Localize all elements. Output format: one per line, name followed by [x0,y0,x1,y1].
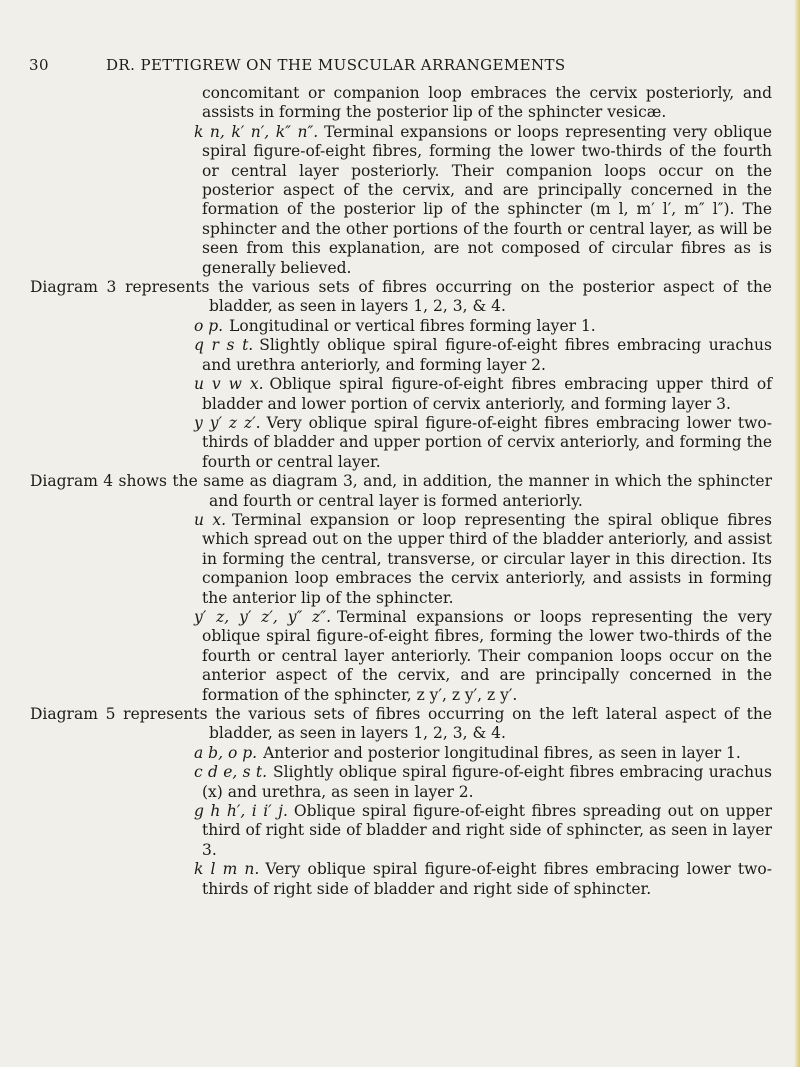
figure-key-entry [30,317,772,336]
entry-lead: k l m n. [194,860,260,879]
entry-text: Longitudinal or vertical fibres forming layer 1. [229,316,596,335]
entry-text: Terminal expansions or loops representing very oblique spiral figure-of-eight fibres, forming the lower two-thirds of the fourth or central layer posteriorly. Their companion loops occur on the posterior aspect of the cervix, and are principally concerned in the formation of the posterior lip of the sphincter (m l, m′ l′, m″ l″). The sphincter and the other portions of the fourth or central layer, as will be seen from this explanation, are not composed of circular fibres as is generally believed. [202,122,772,277]
diagram-paragraph [30,472,772,511]
entry-text: Terminal expansions or loops representing the very oblique spiral figure-of-eight fibres, forming the lower two-thirds of the fourth or central layer anteriorly. Their companion loops occur on the anterior aspect of the cervix, and are principally concerned in the formation of the sphincter, z y′, z y′, z y′. [202,607,772,704]
entry-lead: k n, k′ n′, k″ n″. [194,122,319,141]
figure-key-entry [30,608,772,705]
diagram-paragraph [30,278,772,317]
figure-key-entry [30,511,772,608]
paragraph-text: Diagram 4 shows the same as diagram 3, and, in addition, the manner in which the sphincter and fourth or central layer is formed anteriorly. [30,472,772,510]
entry-text: Very oblique spiral figure-of-eight fibres embracing lower two-thirds of bladder and upper portion of cervix anteriorly, and forming the fourth or central layer. [202,413,772,471]
entry-text: Anterior and posterior longitudinal fibres, as seen in layer 1. [263,743,741,762]
entry-lead: u x. [194,510,226,529]
page-number: 30 [29,56,49,74]
entry-lead: o p. [194,316,224,335]
entry-text: Oblique spiral figure-of-eight fibres spreading out on upper third of right side of bladder and right side of sphincter, as seen in layer 3. [202,802,772,859]
figure-key-entry [30,123,772,278]
figure-key-entry [30,744,772,763]
paragraph-text: Diagram 3 represents the various sets of fibres occurring on the posterior aspect of the bladder, as seen in layers 1, 2, 3, & 4. [30,278,772,316]
entry-lead: q r s t. [194,336,254,355]
figure-key-entry [30,763,772,802]
figure-key-entry [30,802,772,860]
entry-text: Oblique spiral figure-of-eight fibres embracing upper third of bladder and lower portion of cervix anteriorly, and forming layer 3. [202,375,772,413]
entry-lead: g h h′, i i′ j. [194,802,288,821]
paragraph-text: concomitant or companion loop embraces the cervix posteriorly, and assists in forming the posterior lip of the sphincter vesicæ. [202,84,772,122]
entry-text: Slightly oblique spiral figure-of-eight fibres embracing urachus (x) and urethra, as seen in layer 2. [202,763,772,801]
figure-key-entry [30,860,772,899]
entry-lead: a b, o p. [194,743,258,762]
page-header [0,56,800,78]
entry-text: Terminal expansion or loop representing the spiral oblique fibres which spread out on the upper third of the bladder anteriorly, and assist in forming the central, transverse, or circular layer in this direction. Its companion loop embraces the cervix anteriorly, and assists in forming the anterior lip of the sphincter. [202,510,773,607]
page-edge [794,0,800,1067]
entry-lead: y y′ z z′. [194,413,261,432]
entry-lead: u v w x. [194,375,264,394]
figure-key-entry [30,336,772,375]
body-text [30,84,772,899]
entry-text: Slightly oblique spiral figure-of-eight fibres embracing urachus and urethra anteriorly, and forming layer 2. [202,336,772,374]
running-head: DR. PETTIGREW ON THE MUSCULAR ARRANGEMENTS [106,56,566,74]
entry-lead: y′ z, y′ z′, y″ z″. [194,607,332,626]
entry-lead: c d e, s t. [194,763,268,782]
figure-key-entry [30,414,772,472]
diagram-paragraph [30,705,772,744]
paragraph-text: Diagram 5 represents the various sets of fibres occurring on the left lateral aspect of the bladder, as seen in layers 1, 2, 3, & 4. [30,705,772,743]
paragraph [30,84,772,123]
entry-text: Very oblique spiral figure-of-eight fibres embracing lower two-thirds of right side of bladder and right side of sphincter. [202,860,772,898]
figure-key-entry [30,375,772,414]
